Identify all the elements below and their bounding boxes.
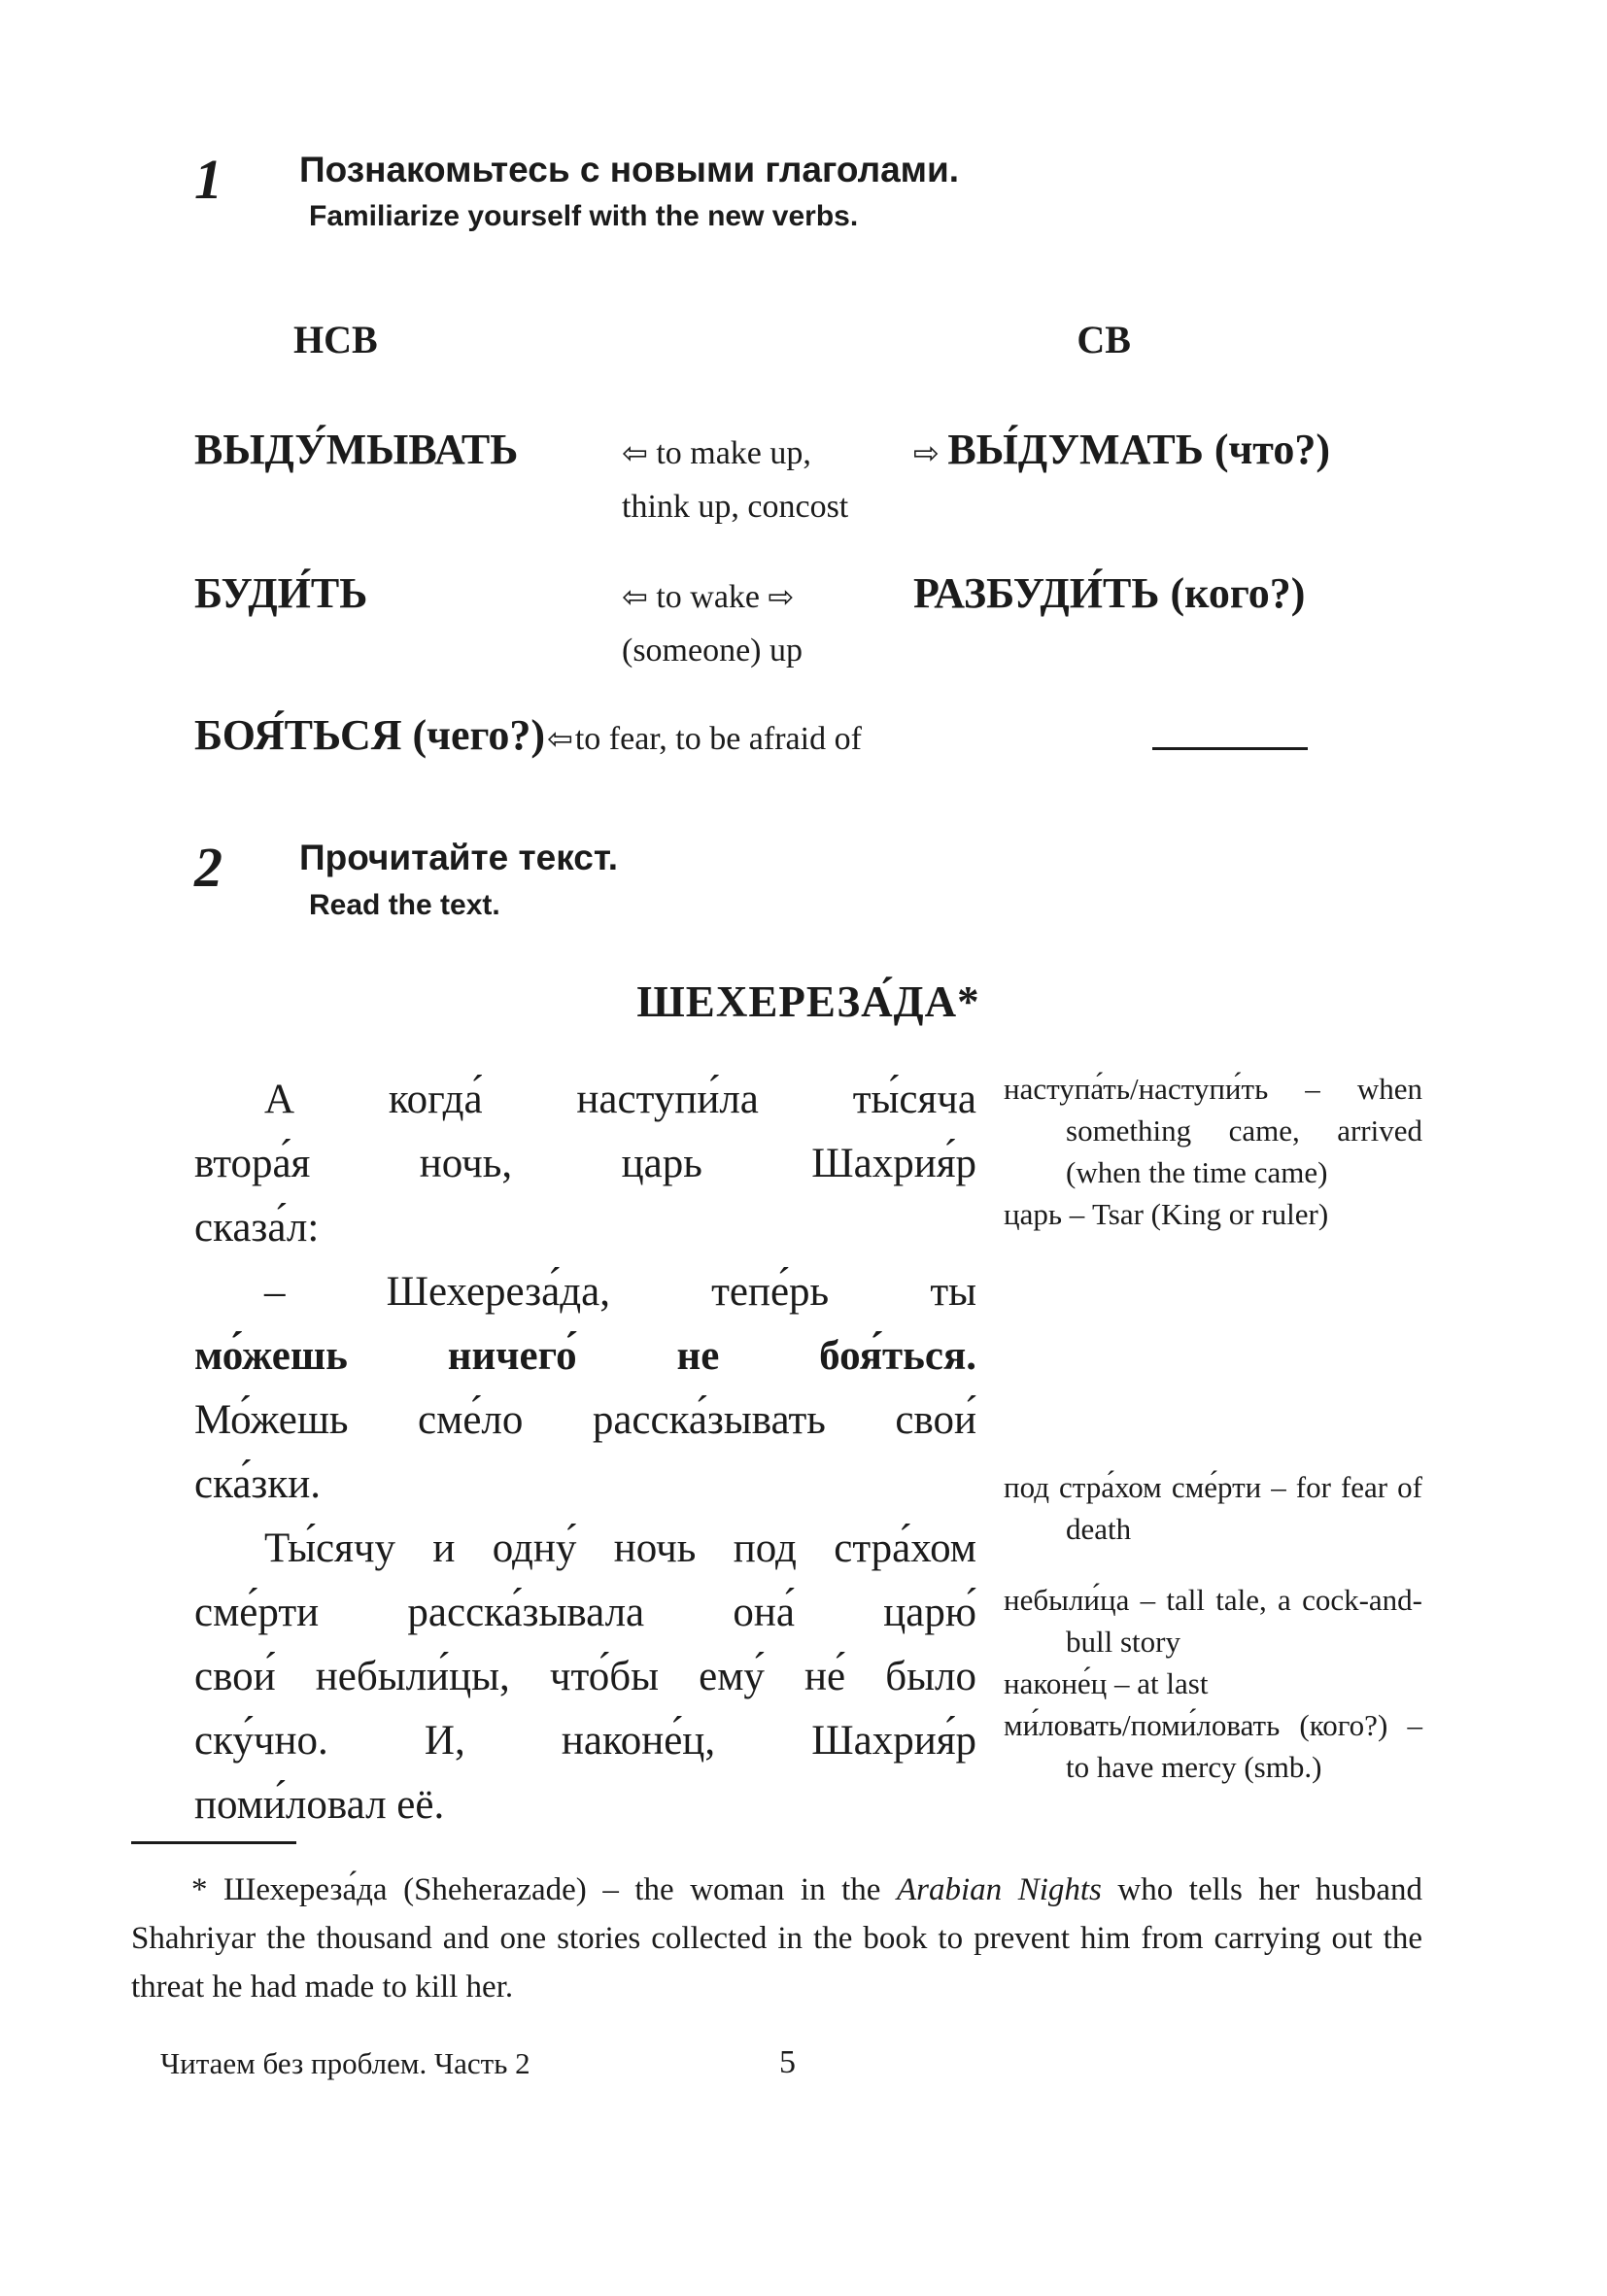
footnote-part-1: * Шехереза́да (Sheherazade) – the woman in the bbox=[191, 1871, 897, 1907]
verb-translation bbox=[622, 427, 913, 533]
text-line: сме́рти расска́зывала она́ царю́ bbox=[194, 1589, 976, 1635]
blank-answer-line bbox=[1152, 747, 1308, 750]
verb-row-boyatsya bbox=[194, 710, 1422, 760]
text-line: Мо́жешь сме́ло расска́зывать свои́ bbox=[194, 1396, 976, 1443]
exercise-1-number: 1 bbox=[194, 148, 222, 211]
exercise-1-title-en: Familiarize yourself with the new verbs. bbox=[309, 200, 859, 233]
exercise-1-title-ru: Познакомьтесь с новыми глаголами. bbox=[299, 150, 960, 189]
text-line: втора́я ночь, царь Шахрия́р bbox=[194, 1140, 976, 1186]
exercise-2-title-ru: Прочитайте текст. bbox=[299, 838, 618, 878]
text-line: ска́зки. bbox=[194, 1460, 322, 1507]
verb-perfective-cell bbox=[913, 425, 1422, 474]
exercise-1-titles bbox=[299, 148, 959, 233]
text-line: свои́ небыли́цы, что́бы ему́ не́ было bbox=[194, 1653, 976, 1699]
translation-text: to make up, bbox=[656, 435, 811, 472]
verb-translation bbox=[622, 570, 913, 677]
glossary-entry: наконе́ц – at last bbox=[1004, 1665, 1209, 1700]
page-footer bbox=[160, 2043, 1422, 2081]
translation-line-1 bbox=[622, 570, 913, 624]
translation-text: to fear, to be afraid of bbox=[574, 721, 862, 758]
left-arrow-icon: ⇦ bbox=[622, 434, 648, 472]
aspect-column-headers bbox=[194, 317, 1422, 362]
left-arrow-icon: ⇦ bbox=[622, 578, 648, 616]
translation-line-2: (someone) up bbox=[622, 633, 804, 669]
glossary-entry: под стра́хом сме́рти – for fear of death bbox=[1004, 1469, 1422, 1546]
verb-perfective: ВЫ́ДУМАТЬ (что?) bbox=[947, 426, 1330, 474]
verb-imperfective: ВЫДУ́МЫВАТЬ bbox=[194, 426, 519, 474]
verb-perfective-cell bbox=[913, 568, 1422, 618]
exercise-2-number: 2 bbox=[194, 836, 222, 900]
translation-line-2: think up, concost bbox=[622, 489, 849, 526]
footnote-rule bbox=[131, 1841, 296, 1844]
verb-perfective: РАЗБУДИ́ТЬ (кого?) bbox=[913, 569, 1306, 618]
verb-row-budit bbox=[194, 568, 1422, 677]
footnote-italic-title: Arabian Nights bbox=[896, 1871, 1102, 1907]
left-arrow-icon: ⇦ bbox=[547, 720, 573, 758]
reading-text bbox=[194, 1068, 976, 1837]
text-line: Ты́сячу и одну́ ночь под стра́хом bbox=[264, 1525, 976, 1571]
verb-imperfective: БОЯ́ТЬСЯ (чего?) bbox=[194, 711, 546, 760]
reading-area bbox=[194, 1068, 1422, 1837]
right-arrow-icon: ⇨ bbox=[768, 578, 795, 616]
glossary-entry: небыли́ца – tall tale, a cock-and-bull story bbox=[1004, 1582, 1422, 1659]
exercise-1-header bbox=[194, 148, 1422, 233]
aspect-header-perfective: СВ bbox=[1077, 318, 1131, 362]
footer-book-title: Читаем без проблем. Часть 2 bbox=[160, 2045, 530, 2080]
footnote bbox=[131, 1841, 1422, 2011]
verb-imperfective: БУДИ́ТЬ bbox=[194, 569, 368, 618]
text-line: ску́чно. И, наконе́ц, Шахрия́р bbox=[194, 1717, 976, 1764]
footnote-text bbox=[131, 1866, 1422, 2011]
text-line: – Шехереза́да, тепе́рь ты bbox=[264, 1268, 976, 1315]
text-line: А когда́ наступи́ла ты́сяча bbox=[264, 1076, 976, 1122]
text-line-bold: мо́жешь ничего́ не боя́ться. bbox=[194, 1332, 976, 1379]
right-arrow-icon: ⇨ bbox=[913, 434, 940, 472]
glossary bbox=[1004, 1068, 1422, 1837]
footnote-part-2: who tells her husband Shahriyar the thousand and one stories collected in the book to prevent him from carrying out the threat he had made to kill her. bbox=[131, 1871, 1423, 2005]
exercise-2-title-en: Read the text. bbox=[309, 888, 500, 921]
exercise-2-titles bbox=[299, 836, 618, 921]
translation-text: to wake bbox=[656, 579, 760, 616]
glossary-entry: наступа́ть/наступи́ть – when something came, arrived (when the time came) bbox=[1004, 1071, 1422, 1189]
text-line: поми́ловал её. bbox=[194, 1781, 445, 1828]
page-number: 5 bbox=[779, 2043, 796, 2080]
aspect-header-imperfective: НСВ bbox=[293, 318, 378, 362]
reading-text-title: ШЕХЕРЕЗА́ДА* bbox=[636, 977, 980, 1026]
exercise-2-header bbox=[194, 836, 1422, 921]
glossary-entry: ми́ловать/поми́ловать (кого?) – to have mercy (smb.) bbox=[1004, 1707, 1422, 1784]
verb-row-vydumyvat bbox=[194, 425, 1422, 533]
text-line: сказа́л: bbox=[194, 1204, 320, 1251]
glossary-entry: царь – Tsar (King or ruler) bbox=[1004, 1196, 1329, 1231]
translation-line-1 bbox=[622, 427, 913, 480]
